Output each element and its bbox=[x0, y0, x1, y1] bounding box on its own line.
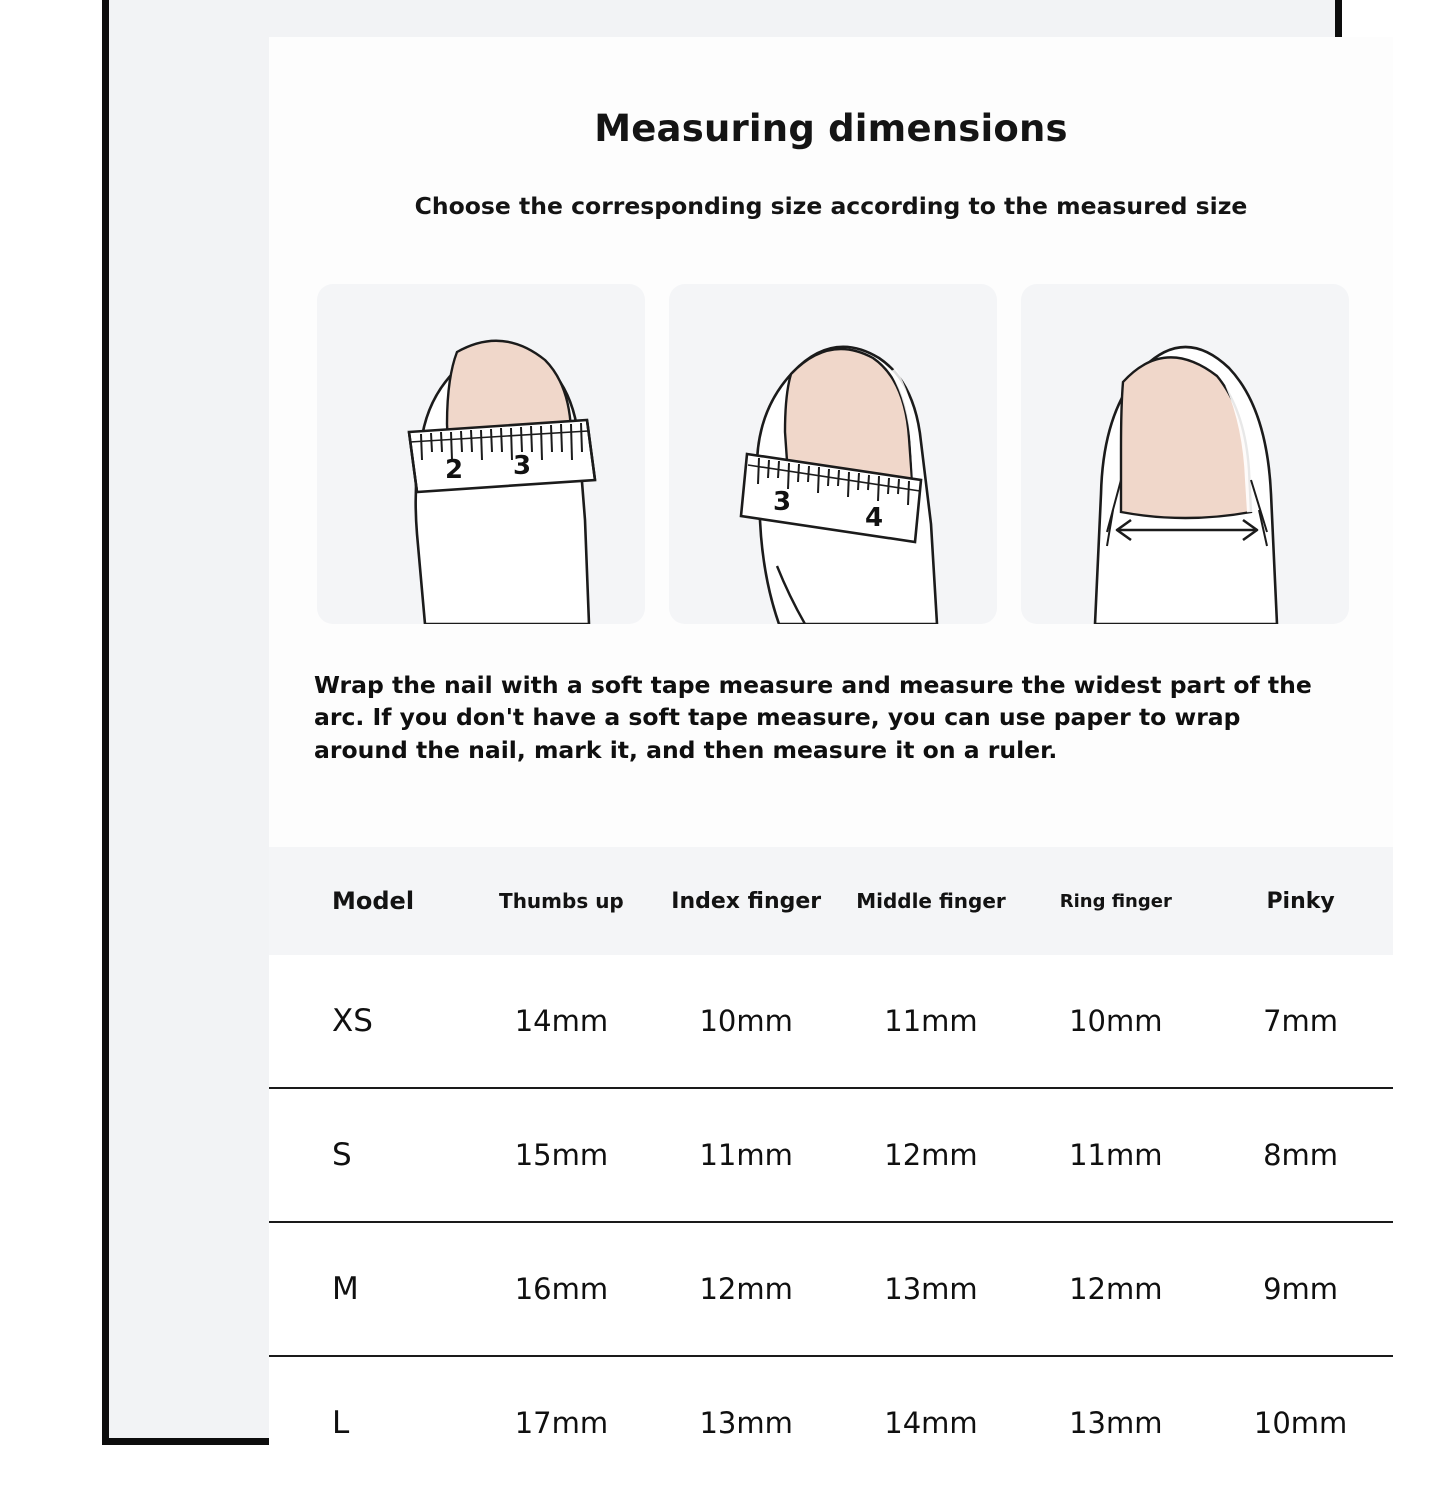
cell-ring: 10mm bbox=[1023, 955, 1208, 1088]
cell-index: 10mm bbox=[654, 955, 839, 1088]
cell-middle: 14mm bbox=[839, 1356, 1024, 1489]
table-row bbox=[269, 1088, 1393, 1222]
measuring-instructions: Wrap the nail with a soft tape measure and measure the widest part of the arc. If you don't have a soft tape measure, you can use paper to wrap around the nail, mark it, and then measure it on a ruler. bbox=[314, 671, 1312, 764]
size-table-body bbox=[269, 955, 1393, 1489]
table-row bbox=[269, 1222, 1393, 1356]
tape-label-2: 2 bbox=[445, 455, 464, 485]
header-index-finger: Index finger bbox=[671, 888, 822, 914]
table-row bbox=[269, 1356, 1393, 1489]
cell-middle: 11mm bbox=[839, 955, 1024, 1088]
illustration-finger-tape-2-3 bbox=[317, 284, 645, 624]
cell-model: XS bbox=[269, 955, 469, 1088]
size-table bbox=[269, 847, 1393, 1489]
cell-pinky: 8mm bbox=[1208, 1088, 1393, 1222]
finger-tape-2-3-icon bbox=[317, 284, 645, 624]
cell-index: 13mm bbox=[654, 1356, 839, 1489]
header-thumb: Thumbs up bbox=[499, 889, 624, 913]
cell-pinky: 7mm bbox=[1208, 955, 1393, 1088]
page-subtitle: Choose the corresponding size according to the measured size bbox=[414, 192, 1248, 220]
cell-ring: 13mm bbox=[1023, 1356, 1208, 1489]
tape-label-4: 4 bbox=[865, 503, 884, 533]
cell-thumb: 14mm bbox=[469, 955, 654, 1088]
black-border-frame bbox=[102, 0, 1348, 1445]
finger-width-arrow-icon bbox=[1021, 284, 1349, 624]
cell-index: 12mm bbox=[654, 1222, 839, 1356]
tape-label-3: 3 bbox=[773, 487, 792, 517]
size-table-header bbox=[269, 847, 1393, 955]
cell-thumb: 16mm bbox=[469, 1222, 654, 1356]
tape-label-3: 3 bbox=[513, 451, 532, 481]
illustration-panels bbox=[317, 284, 1349, 624]
content-card bbox=[269, 37, 1393, 1445]
cell-pinky: 10mm bbox=[1208, 1356, 1393, 1489]
cell-ring: 11mm bbox=[1023, 1088, 1208, 1222]
cell-middle: 13mm bbox=[839, 1222, 1024, 1356]
header-middle-finger: Middle finger bbox=[856, 889, 1006, 913]
cell-index: 11mm bbox=[654, 1088, 839, 1222]
illustration-finger-width-arrow bbox=[1021, 284, 1349, 624]
cell-thumb: 15mm bbox=[469, 1088, 654, 1222]
header-model: Model bbox=[332, 887, 415, 915]
cell-ring: 12mm bbox=[1023, 1222, 1208, 1356]
header-pinky: Pinky bbox=[1266, 888, 1335, 914]
cell-thumb: 17mm bbox=[469, 1356, 654, 1489]
table-row bbox=[269, 955, 1393, 1088]
cell-model: S bbox=[269, 1088, 469, 1222]
page-title: Measuring dimensions bbox=[594, 107, 1068, 150]
finger-tape-3-4-icon bbox=[669, 284, 997, 624]
size-table-container bbox=[269, 847, 1393, 1489]
cell-pinky: 9mm bbox=[1208, 1222, 1393, 1356]
illustration-finger-tape-3-4 bbox=[669, 284, 997, 624]
cell-model: M bbox=[269, 1222, 469, 1356]
table-header-row bbox=[269, 847, 1393, 955]
header-ring-finger: Ring finger bbox=[1059, 890, 1172, 912]
cell-middle: 12mm bbox=[839, 1088, 1024, 1222]
cell-model: L bbox=[269, 1356, 469, 1489]
